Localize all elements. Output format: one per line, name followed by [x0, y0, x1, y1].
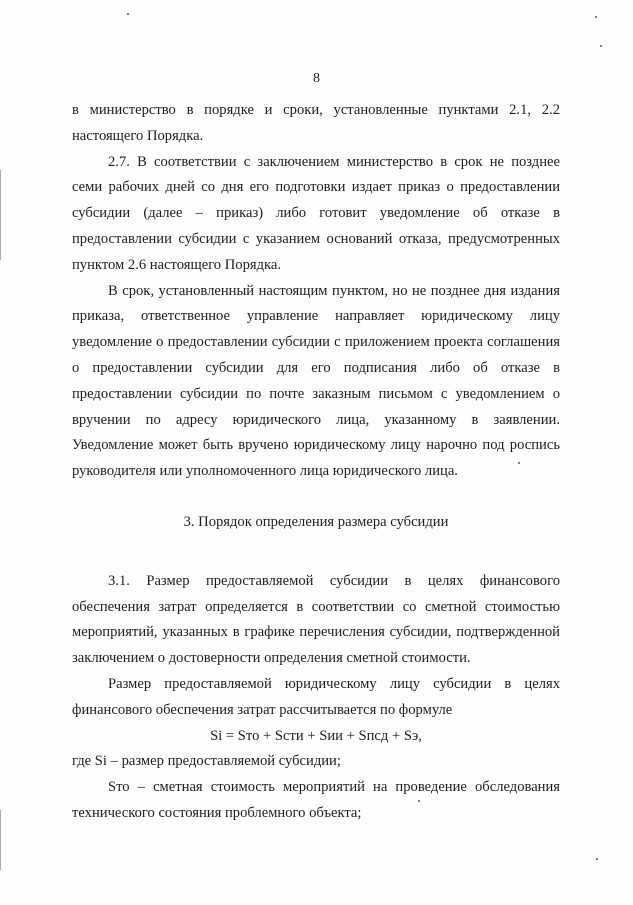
paragraph-continuation: в министерство в порядке и сроки, установленные пунктами 2.1, 2.2 настоящего Порядка. — [72, 102, 560, 144]
scan-edge — [0, 170, 1, 260]
section-heading: 3. Порядок определения размера субсидии — [183, 513, 449, 530]
page-number: 8 — [313, 71, 320, 86]
definition-si: где Si – размер предоставляемой субсидии; — [72, 753, 341, 770]
definition-sto: Sто – сметная стоимость мероприятий на проведение обследования технического состояния проблемного объекта; — [72, 779, 560, 821]
paragraph-notification: В срок, установленный настоящим пунктом, но не позднее дня издания приказа, ответственное управление направляет юридическому лицу уведомление о предоставлении субсидии с приложением проекта соглашения о предоставлении субсидии для его подписания либо об отказе в предоставлении субсидии по почте заказным письмом с уведомлением о вручении по адресу юридического лица, указанному в заявлении. Уведомление может быть вручено юридическому лицу нарочно под роспись руководителя или уполномоченного лица юридического лица. — [72, 282, 560, 480]
scan-speck — [600, 45, 602, 47]
scan-speck — [518, 462, 520, 464]
paragraph-formula-intro: Размер предоставляемой юридическому лицу субсидии в целях финансового обеспечения затрат рассчитывается по формуле — [72, 675, 560, 718]
document-body — [72, 98, 560, 827]
scan-speck — [418, 800, 420, 802]
scan-speck — [596, 858, 598, 860]
scan-speck — [595, 16, 597, 18]
scan-speck — [127, 13, 129, 15]
formula: Si = Sто + Sсти + Sии + Sпсд + Sэ, — [210, 727, 422, 744]
paragraph-3-1: 3.1. Размер предоставляемой субсидии в целях финансового обеспечения затрат определяется в соответствии со сметной стоимостью мероприятий, указанных в графике перечисления субсидии, подтвержденной заключением о достоверности определения сметной стоимости. — [72, 572, 560, 667]
paragraph-2-7: 2.7. В соответствии с заключением министерство в срок не позднее семи рабочих дней со дня его подготовки издает приказ о предоставлении субсидии (далее – приказ) либо готовит уведомление об отказе в предоставлении субсидии с указанием оснований отказа, предусмотренных пунктом 2.6 настоящего Порядка. — [72, 153, 560, 273]
scan-edge — [0, 810, 1, 870]
